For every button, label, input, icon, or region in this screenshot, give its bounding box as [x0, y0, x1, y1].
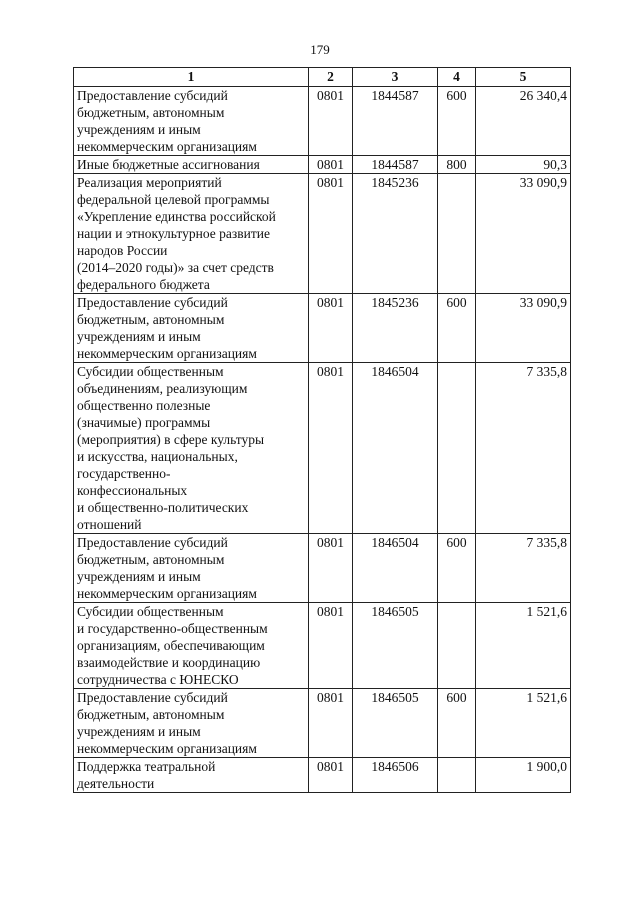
- row-code: 1846504: [353, 534, 438, 603]
- row-type: [438, 174, 476, 294]
- header-row: [74, 68, 571, 87]
- budget-table: [73, 67, 571, 793]
- row-type: 800: [438, 156, 476, 174]
- row-code: 1845236: [353, 294, 438, 363]
- row-amount: 1 900,0: [476, 758, 571, 793]
- page-number: 179: [310, 42, 330, 57]
- header-col-5: 5: [476, 68, 571, 87]
- row-name: Субсидии общественным объединениям, реализующим общественно полезные (значимые) программы (мероприятия) в сфере культуры и искусства, национальных, государственно- конфессиональных и общественно-политических отношений: [74, 363, 309, 534]
- row-section: 0801: [309, 603, 353, 689]
- row-name: Поддержка театральной деятельности: [74, 758, 309, 793]
- row-section: 0801: [309, 294, 353, 363]
- header-col-2: 2: [309, 68, 353, 87]
- row-amount: 1 521,6: [476, 603, 571, 689]
- table-row: [74, 156, 571, 174]
- row-name: Реализация мероприятий федеральной целевой программы «Укрепление единства российской нации и этнокультурное развитие народов России (2014–2020 годы)» за счет средств федерального бюджета: [74, 174, 309, 294]
- table-row: [74, 534, 571, 603]
- row-type: [438, 758, 476, 793]
- table-row: [74, 603, 571, 689]
- row-section: 0801: [309, 363, 353, 534]
- table-row: [74, 87, 571, 156]
- row-type: 600: [438, 87, 476, 156]
- row-code: 1846505: [353, 689, 438, 758]
- table-row: [74, 294, 571, 363]
- row-section: 0801: [309, 534, 353, 603]
- row-amount: 90,3: [476, 156, 571, 174]
- row-name: Предоставление субсидий бюджетным, автономным учреждениям и иным некоммерческим организациям: [74, 87, 309, 156]
- row-code: 1844587: [353, 87, 438, 156]
- header-col-3: 3: [353, 68, 438, 87]
- row-name: Предоставление субсидий бюджетным, автономным учреждениям и иным некоммерческим организациям: [74, 294, 309, 363]
- row-code: 1846506: [353, 758, 438, 793]
- header-col-1: 1: [74, 68, 309, 87]
- row-code: 1846505: [353, 603, 438, 689]
- row-type: 600: [438, 294, 476, 363]
- row-type: [438, 363, 476, 534]
- row-section: 0801: [309, 689, 353, 758]
- row-amount: 7 335,8: [476, 534, 571, 603]
- row-amount: 7 335,8: [476, 363, 571, 534]
- row-amount: 33 090,9: [476, 294, 571, 363]
- row-type: [438, 603, 476, 689]
- row-section: 0801: [309, 87, 353, 156]
- header-col-4: 4: [438, 68, 476, 87]
- row-name: Предоставление субсидий бюджетным, автономным учреждениям и иным некоммерческим организациям: [74, 689, 309, 758]
- table-row: [74, 174, 571, 294]
- row-type: 600: [438, 534, 476, 603]
- row-section: 0801: [309, 156, 353, 174]
- row-amount: 1 521,6: [476, 689, 571, 758]
- row-amount: 33 090,9: [476, 174, 571, 294]
- row-type: 600: [438, 689, 476, 758]
- row-code: 1846504: [353, 363, 438, 534]
- row-code: 1845236: [353, 174, 438, 294]
- row-name: Иные бюджетные ассигнования: [74, 156, 309, 174]
- table-row: [74, 689, 571, 758]
- row-code: 1844587: [353, 156, 438, 174]
- row-section: 0801: [309, 174, 353, 294]
- table-row: [74, 758, 571, 793]
- table-row: [74, 363, 571, 534]
- row-name: Предоставление субсидий бюджетным, автономным учреждениям и иным некоммерческим организациям: [74, 534, 309, 603]
- row-name: Субсидии общественным и государственно-общественным организациям, обеспечивающим взаимодействие и координацию сотрудничества с ЮНЕСКО: [74, 603, 309, 689]
- row-section: 0801: [309, 758, 353, 793]
- row-amount: 26 340,4: [476, 87, 571, 156]
